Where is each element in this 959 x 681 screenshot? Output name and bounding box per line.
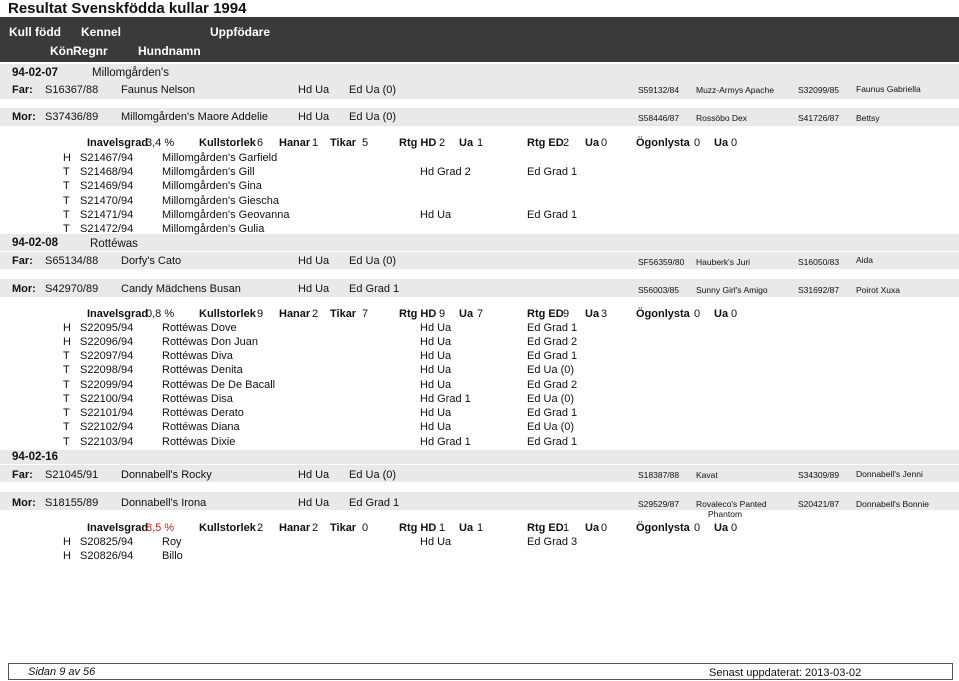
hanar-label: Hanar [279,308,311,320]
pup-regnr: S22098/94 [80,364,134,376]
kullstorlek-value: 2 [257,522,264,534]
litter-date-band [0,234,959,251]
pup-regnr: S22099/94 [80,379,134,391]
mor-mother-regnr: S41726/87 [798,113,840,123]
far-father-name: Hauberk's Juri [696,257,751,267]
litter-kennel: Millomgården's [92,67,169,79]
pup-name: Rottéwas Disa [162,393,233,405]
pup-ed: Ed Grad 1 [527,436,578,448]
pup-ed: Ed Grad 1 [527,350,578,362]
rtg-hd-label: Rtg HD [399,308,437,320]
far-hd: Hd Ua [298,84,330,96]
far-mother-name: Aida [856,255,874,265]
mor-hd: Hd Ua [298,283,330,295]
pup-name: Rottéwas De De Bacall [162,379,276,391]
far-father-name: Muzz-Armys Apache [696,85,774,95]
far-father-regnr: S59132/84 [638,85,680,95]
pup-ed: Ed Grad 2 [527,336,578,348]
pup-ed: Ed Ua (0) [527,421,575,433]
far-label: Far: [12,84,33,96]
pup-sex: T [63,223,70,235]
rtg-ed-value: 9 [563,308,570,320]
rtg-hd-label: Rtg HD [399,522,437,534]
rtg-ed-label: Rtg ED [527,522,564,534]
last-updated: Senast uppdaterat: 2013-03-02 [709,667,862,679]
pup-ed: Ed Grad 2 [527,379,578,391]
hd-ua-value: 1 [477,522,484,534]
pup-regnr: S22101/94 [80,407,134,419]
pup-regnr: S22103/94 [80,436,134,448]
ed-ua-label: Ua [585,137,600,149]
ogon-ua-value: 0 [731,522,738,534]
litter-date: 94-02-16 [12,451,59,463]
pup-hd: Hd Grad 1 [420,393,471,405]
pup-regnr: S21471/94 [80,209,134,221]
tikar-label: Tikar [330,137,357,149]
hd-ua-value: 7 [477,308,484,320]
rtg-hd-value: 9 [439,308,446,320]
pup-sex: H [63,152,71,164]
pup-sex: H [63,550,71,562]
hanar-value: 2 [312,522,319,534]
pup-hd: Hd Ua [420,350,452,362]
tikar-value: 0 [362,522,369,534]
hd-ua-label: Ua [459,522,474,534]
pup-hd: Hd Ua [420,536,452,548]
mor-ed: Ed Grad 1 [349,497,400,509]
far-hd: Hd Ua [298,255,330,267]
pup-regnr: S22097/94 [80,350,134,362]
mor-hd: Hd Ua [298,111,330,123]
far-label: Far: [12,255,33,267]
pup-name: Roy [162,536,182,548]
mor-label: Mor: [12,497,36,509]
mor-mother-name: Donnabell's Bonnie [856,499,929,509]
pup-name: Millomgården's Geovanna [162,209,290,221]
hanar-value: 2 [312,308,319,320]
ed-ua-value: 0 [601,522,608,534]
pup-sex: T [63,393,70,405]
pup-hd: Hd Grad 2 [420,166,471,178]
mor-mother-regnr: S20421/87 [798,499,840,509]
far-label: Far: [12,469,33,481]
ogonlysta-label: Ögonlysta [636,522,690,534]
ed-ua-label: Ua [585,308,600,320]
rtg-ed-label: Rtg ED [527,137,564,149]
inavelsgrad-label: Inavelsgrad [87,522,149,534]
ogon-ua-label: Ua [714,137,729,149]
inavelsgrad-value: 8,5 % [146,522,175,534]
kullstorlek-label: Kullstorlek [199,137,256,149]
mor-regnr: S18155/89 [45,497,99,509]
pup-hd: Hd Ua [420,209,452,221]
tikar-label: Tikar [330,308,357,320]
col-kon: Kön [50,44,74,58]
litter-date: 94-02-07 [12,67,59,79]
pup-sex: T [63,379,70,391]
ogonlysta-value: 0 [694,522,701,534]
hd-ua-value: 1 [477,137,484,149]
col-kennel: Kennel [81,25,122,39]
ed-ua-value: 0 [601,137,608,149]
ogon-ua-label: Ua [714,522,729,534]
pup-name: Rottéwas Dixie [162,436,236,448]
hanar-label: Hanar [279,137,311,149]
mor-ed: Ed Grad 1 [349,283,400,295]
page-number: Sidan 9 av 56 [28,666,96,678]
inavelsgrad-label: Inavelsgrad [87,137,149,149]
pup-sex: H [63,336,71,348]
inavelsgrad-value: 0,8 % [146,308,175,320]
pup-hd: Hd Ua [420,336,452,348]
pup-sex: T [63,421,70,433]
pup-hd: Hd Ua [420,364,452,376]
pup-name: Rottéwas Dove [162,322,237,334]
far-regnr: S16367/88 [45,84,99,96]
mor-label: Mor: [12,283,36,295]
hanar-label: Hanar [279,522,311,534]
col-uppfodare: Uppfödare [210,25,270,39]
pup-regnr: S22102/94 [80,421,134,433]
mor-label: Mor: [12,111,36,123]
far-ed: Ed Ua (0) [349,84,397,96]
pup-sex: T [63,436,70,448]
pup-sex: T [63,166,70,178]
kullstorlek-value: 9 [257,308,264,320]
far-mother-regnr: S32099/85 [798,85,840,95]
rtg-hd-value: 2 [439,137,446,149]
col-regnr: Regnr [73,44,108,58]
rtg-ed-label: Rtg ED [527,308,564,320]
mor-father-regnr: S56003/85 [638,285,680,295]
pup-ed: Ed Grad 1 [527,209,578,221]
pup-regnr: S21467/94 [80,152,134,164]
rtg-ed-value: 2 [563,137,570,149]
pup-regnr: S22096/94 [80,336,134,348]
inavelsgrad-value: 3,4 % [146,137,175,149]
far-name: Faunus Nelson [121,84,195,96]
mor-name: Donnabell's Irona [121,497,207,509]
mor-ed: Ed Ua (0) [349,111,397,123]
ogon-ua-value: 0 [731,137,738,149]
ogon-ua-label: Ua [714,308,729,320]
rtg-hd-label: Rtg HD [399,137,437,149]
rtg-ed-value: 1 [563,522,570,534]
mor-father-name: Rossöbo Dex [696,113,748,123]
mor-regnr: S37436/89 [45,111,99,123]
pup-ed: Ed Ua (0) [527,393,575,405]
pup-name: Billo [162,550,183,562]
far-mother-name: Donnabell's Jenni [856,469,923,479]
mor-mother-name: Poirot Xuxa [856,285,900,295]
mor-hd: Hd Ua [298,497,330,509]
far-ed: Ed Ua (0) [349,255,397,267]
pup-ed: Ed Ua (0) [527,364,575,376]
litter-date-band [0,450,959,464]
far-father-name: Kavat [696,470,718,480]
pup-sex: T [63,180,70,192]
far-father-regnr: SF56359/80 [638,257,685,267]
pup-name: Millomgården's Gulia [162,223,265,235]
ogonlysta-value: 0 [694,308,701,320]
hd-ua-label: Ua [459,308,474,320]
kullstorlek-label: Kullstorlek [199,308,256,320]
mor-mother-regnr: S31692/87 [798,285,840,295]
far-ed: Ed Ua (0) [349,469,397,481]
pup-name: Millomgården's Gina [162,180,262,192]
pup-regnr: S21468/94 [80,166,134,178]
col-hundnamn: Hundnamn [138,44,201,58]
hd-ua-label: Ua [459,137,474,149]
pup-name: Rottéwas Diva [162,350,233,362]
pup-ed: Ed Grad 1 [527,166,578,178]
far-regnr: S65134/88 [45,255,99,267]
mor-regnr: S42970/89 [45,283,99,295]
pup-hd: Hd Ua [420,407,452,419]
pup-sex: T [63,407,70,419]
pup-sex: T [63,209,70,221]
pup-ed: Ed Grad 1 [527,407,578,419]
tikar-label: Tikar [330,522,357,534]
mor-father-name-cont: Phantom [708,509,743,519]
mor-father-name: Sunny Girl's Amigo [696,285,768,295]
tikar-value: 7 [362,308,369,320]
pup-regnr: S21472/94 [80,223,134,235]
far-mother-regnr: S34309/89 [798,470,840,480]
inavelsgrad-label: Inavelsgrad [87,308,149,320]
pup-regnr: S22095/94 [80,322,134,334]
pup-hd: Hd Ua [420,322,452,334]
mor-father-regnr: S29529/87 [638,499,680,509]
far-hd: Hd Ua [298,469,330,481]
mor-name: Candy Mädchens Busan [121,283,241,295]
kullstorlek-label: Kullstorlek [199,522,256,534]
ed-ua-value: 3 [601,308,608,320]
mor-father-name: Rovaleco's Panted [696,499,767,509]
pup-ed: Ed Grad 1 [527,322,578,334]
mor-father-regnr: S58446/87 [638,113,680,123]
pup-regnr: S21469/94 [80,180,134,192]
mor-mother-name: Bettsy [856,113,880,123]
kullstorlek-value: 6 [257,137,264,149]
pup-sex: H [63,536,71,548]
pup-name: Millomgården's Gill [162,166,255,178]
mor-name: Millomgården's Maore Addelie [121,111,269,123]
pup-name: Rottéwas Diana [162,421,240,433]
page-title: Resultat Svenskfödda kullar 1994 [8,0,247,17]
pup-name: Rottéwas Don Juan [162,336,258,348]
far-mother-regnr: S16050/83 [798,257,840,267]
rtg-hd-value: 1 [439,522,446,534]
pup-ed: Ed Grad 3 [527,536,578,548]
pup-hd: Hd Grad 1 [420,436,471,448]
tikar-value: 5 [362,137,369,149]
litter-kennel: Rottéwas [90,238,138,250]
ogonlysta-label: Ögonlysta [636,137,690,149]
pup-regnr: S22100/94 [80,393,134,405]
pup-name: Rottéwas Denita [162,364,243,376]
ed-ua-label: Ua [585,522,600,534]
far-mother-name: Faunus Gabriella [856,84,921,94]
pup-name: Rottéwas Derato [162,407,244,419]
ogonlysta-value: 0 [694,137,701,149]
ogon-ua-value: 0 [731,308,738,320]
pup-regnr: S20825/94 [80,536,134,548]
pup-regnr: S21470/94 [80,195,134,207]
far-name: Donnabell's Rocky [121,469,212,481]
pup-sex: T [63,364,70,376]
far-name: Dorfy's Cato [121,255,182,267]
pup-regnr: S20826/94 [80,550,134,562]
litter-date: 94-02-08 [12,237,59,249]
pup-name: Millomgården's Garfield [162,152,278,164]
hanar-value: 1 [312,137,319,149]
pup-hd: Hd Ua [420,379,452,391]
ogonlysta-label: Ögonlysta [636,308,690,320]
far-father-regnr: S18387/88 [638,470,680,480]
pup-hd: Hd Ua [420,421,452,433]
pup-sex: T [63,350,70,362]
far-regnr: S21045/91 [45,469,99,481]
pup-sex: H [63,322,71,334]
col-kull-fodd: Kull född [9,25,61,39]
pup-sex: T [63,195,70,207]
pup-name: Millomgården's Giescha [162,195,280,207]
